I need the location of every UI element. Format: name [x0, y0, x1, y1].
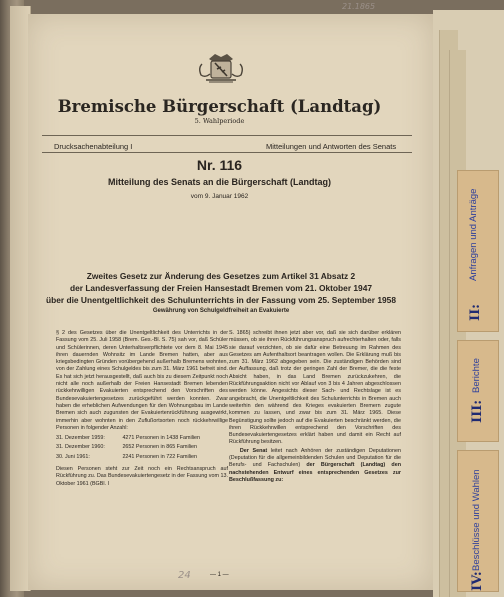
table-row: [56, 444, 228, 453]
tab-berichte[interactable]: [457, 340, 499, 442]
paragraph-text: leitet nach Anhören der zuständigen Deputationen (Deputation für die allgemeinbildenden Schulen und Deputation für die Berufs- und Fachschulen): [229, 447, 401, 469]
document-subject: Mitteilung des Senats an die Bürgerschaft (Landtag): [107, 177, 332, 187]
law-title-line: über die Unentgeltlichkeit des Schulunterrichts in der Fassung vom 25. September 1958: [46, 295, 396, 305]
department-label: Drucksachenabteilung I: [54, 142, 133, 151]
bold-text: Der Senat: [239, 447, 268, 454]
document-date: vom 9. Januar 1962: [190, 193, 249, 200]
pencil-page-number: 24: [178, 570, 191, 581]
paragraph: [229, 448, 401, 484]
table-cell-date: 31. Dezember 1960:: [56, 444, 105, 451]
right-column: [229, 330, 401, 485]
tab-label: Anfragen und Anträge: [468, 188, 479, 281]
tab-beschluesse[interactable]: [457, 450, 499, 592]
table-cell-count: 4271 Personen in 1438 Familien: [122, 435, 201, 442]
table-cell-count: 2241 Personen in 722 Familien: [122, 453, 198, 460]
tab-roman-numeral: II:: [468, 304, 483, 321]
document-number: Nr. 116: [196, 157, 243, 173]
evacuee-table: [56, 435, 228, 463]
parliament-title: Bremische Bürgerschaft (Landtag): [57, 97, 382, 116]
tab-roman-numeral: IV:: [470, 571, 485, 591]
law-title-line: der Landesverfassung der Freien Hansestadt Bremen vom 21. Oktober 1947: [69, 283, 373, 293]
page-number: — 1 —: [210, 572, 229, 578]
bremen-crest-icon: [196, 50, 246, 84]
bold-text: der Bürgerschaft (Landtag) den nachstehenden Entwurf eines entsprechenden Gesetzes zur Beschlußfassung zu:: [229, 462, 401, 483]
archive-mark: 21.1865: [342, 2, 376, 11]
paragraph: § 2 des Gesetzes über die Unentgeltlichkeit des Unterrichts in der Fassung vom 25. Juli 1958 (Brem. Ges.-Bl. S. 75) sah vor, daß Schüler und Schülerinnen, deren Unterhaltsverpflichtete vor dem 8. Mai 1945 ihren dauernden Wohnsitz im Lande Bremen hatten, aber aus kriegsbedingten Gründen vorübergehend außerhalb Bremens wohnten, von der Zahlung eines Schulgeldes bis zum 31. März 1961 befreit sind. Es hat sich jetzt herausgestellt, daß auch bis zu diesem Zeitpunkt noch nicht alle noch außerhalb der Freien Hansestadt Bremen lebenden rückkehrwilligen Evakuierten entsprechend den Vorschriften des Bundesevakuiertengesetzes zurückgeführt werden konnten. Zwar haben die erheblichen Aufwendungen für den Wohnungsbau im Lande Bremen sich auch zugunsten der Evakuiertenrückführung ausgewirkt, immerhin aber wohnten in den Zuflußortsorten noch rückkehrwillige Personen in folgender Anzahl:: [56, 330, 228, 431]
tab-label: Beschlüsse und Wahlen: [471, 469, 482, 571]
series-label: Mitteilungen und Antworten des Senats: [266, 142, 397, 151]
tab-label: Berichte: [471, 358, 482, 393]
table-cell-date: 30. Juni 1961:: [56, 453, 90, 460]
table-cell-date: 31. Dezember 1959:: [56, 435, 105, 442]
paragraph: S. 1865) schreibt ihnen jetzt aber vor, daß sie sich darüber erklären müssen, ob sie ihren Rückführungsanspruch aufrechterhalten oder, falls sie darauf verzichten, ob sie dafür eine Betreuung im Rahmen des Gesetzes am Aufenthaltsort beantragen wollen. Die Erklärung muß bis zum 31. März 1962 abgegeben sein. Die zuständigen Behörden sind der Auffassung, daß trotz der geringen Zahl der Bremer, die die feste Absicht haben, in das Land Bremen zurückzukehren, die Rückführungsaktion nicht vor Ablauf von 3 bis 4 Jahren abgeschlossen werden könne. Angesichts dieser Sach- und Rechtslage ist es angebracht, die Unentgeltlichkeit des Schulunterrichts in Bremen auch weiterhin den während des Krieges evakuierten Bremern zugute kommen zu lassen, und zwar bis zum 31. März 1965. Diese Begünstigung sollte jedoch auf die Evakuierten beschränkt werden, die ihren Rückkehrwillen entsprechend den Vorschriften des Bundesevakuiertengesetzes erklärt haben und damit ein Recht auf Rückführung besitzen.: [229, 330, 401, 446]
table-cell-count: 2652 Personen in 865 Familien: [122, 444, 198, 451]
tab-roman-numeral: III:: [470, 399, 485, 423]
paragraph: Diesen Personen steht zur Zeit noch ein Rechtsanspruch auf Rückführung zu. Das Bundesevakuiertengesetz in der Fassung vom 13. Oktober 1961 (BGBl. I: [56, 466, 228, 487]
law-title-line: Zweites Gesetz zur Änderung des Gesetzes zum Artikel 31 Absatz 2: [86, 271, 356, 281]
tab-anfragen[interactable]: [457, 170, 499, 332]
header-divider: [42, 135, 412, 136]
left-column: [56, 330, 228, 489]
law-subtitle: Gewährung von Schulgeldfreiheit an Evakuierte: [152, 308, 290, 314]
table-row: [56, 435, 228, 444]
table-row: [56, 454, 228, 463]
legislative-period: 5. Wahlperiode: [194, 117, 245, 125]
header-divider: [42, 152, 412, 153]
